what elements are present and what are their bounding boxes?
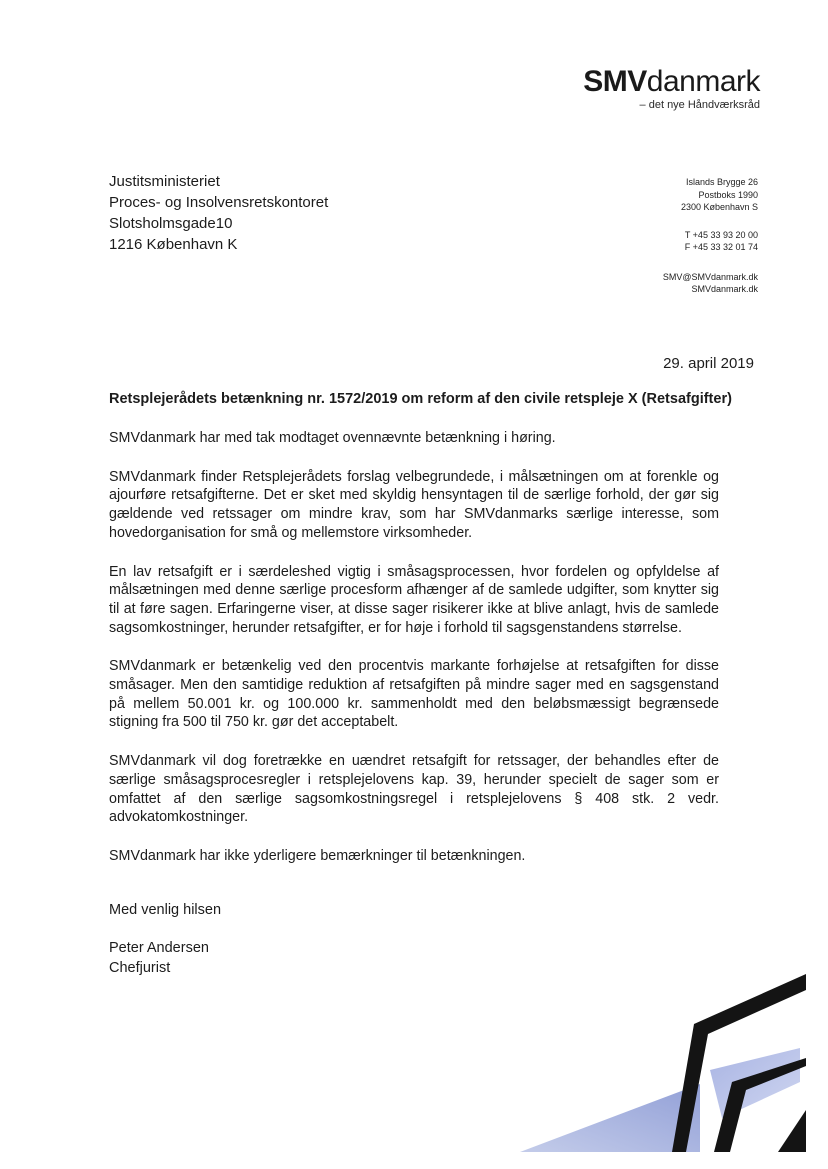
- decor-shape-black-3: [778, 1110, 806, 1152]
- paragraph: SMVdanmark er betænkelig ved den procentvis markante forhøjelse at retsafgiften for disse småsager. Men den samtidige reduktion af retsafgiften på mindre sager med en sagsgenstand på mellem 50.001 kr. og 100.000 kr. sammenholdt med den beløbsmæssigt begrænsede stigning fra 500 til 750 kr. gør det acceptabelt.: [109, 658, 719, 731]
- sender-city: 2300 København S: [680, 202, 758, 212]
- letter-date: 29. april 2019: [663, 355, 754, 372]
- signature-title: Chefjurist: [109, 960, 171, 976]
- sender-po-box: Postboks 1990: [698, 189, 758, 200]
- paragraph: SMVdanmark vil dog foretrække en uændret retsafgift for retssager, der behandles efter de særlige småsagsprocesregler i retsplejelovens kap. 39, herunder specielt de sager som er omfattet af den særlige sagsomkostningsregel i retsplejelovens § 408 stk. 2 vedr. advokatomkostninger.: [109, 753, 719, 826]
- closing-salutation: Med venlig hilsen: [109, 902, 222, 918]
- sender-web: SMVdanmark.dk: [691, 284, 758, 294]
- logo-tagline: – det nye Håndværksråd: [639, 99, 760, 111]
- recipient-line: Justitsministeriet: [109, 173, 220, 190]
- signature-name: Peter Andersen: [109, 940, 209, 956]
- sender-phone: T +45 33 93 20 00: [684, 229, 758, 240]
- recipient-line: Slotsholmsgade10: [109, 215, 233, 232]
- paragraph: SMVdanmark har ikke yderligere bemærkninger til betænkningen.: [109, 847, 526, 864]
- paragraph: En lav retsafgift er i særdeleshed vigtig i småsagsprocessen, hvor fordelen og opfyldelse af målsætningen med denne særlige procesform afhænger af de samlede udgifter, som knytter sig til at føre sagen. Erfaringerne viser, at disse sager risikerer ikke at blive anlagt, hvis de samlede sagsomkostninger, herunder retsafgifter, er for høje i forhold til sagsgenstandens størrelse.: [109, 563, 719, 636]
- paragraph: SMVdanmark har med tak modtaget ovennævnte betænkning i høring.: [109, 430, 556, 446]
- logo-wordmark: SMVdanmark: [583, 65, 760, 98]
- letter-subject: Retsplejerådets betænkning nr. 1572/2019 om reform af den civile retspleje X (Retsafgifter): [109, 391, 732, 407]
- paragraph: SMVdanmark finder Retsplejerådets forslag velbegrundede, i målsætningen om at forenkle og ajourføre retsafgifterne. Det er sket med skyldig hensyntagen til de særlige forhold, der gør sig gældende ved retssager om mindre krav, som har SMVdanmarks særlige interesse, som hovedorganisation for små og mellemstore virksomheder.: [109, 468, 719, 541]
- sender-email: SMV@SMVdanmark.dk: [662, 271, 758, 282]
- sender-fax: F +45 33 32 01 74: [684, 242, 758, 252]
- decor-shape-blue: [520, 1084, 700, 1152]
- recipient-line: Proces- og Insolvensretskontoret: [109, 194, 329, 211]
- recipient-line: 1216 København K: [109, 236, 238, 253]
- sender-street: Islands Brygge 26: [685, 177, 758, 187]
